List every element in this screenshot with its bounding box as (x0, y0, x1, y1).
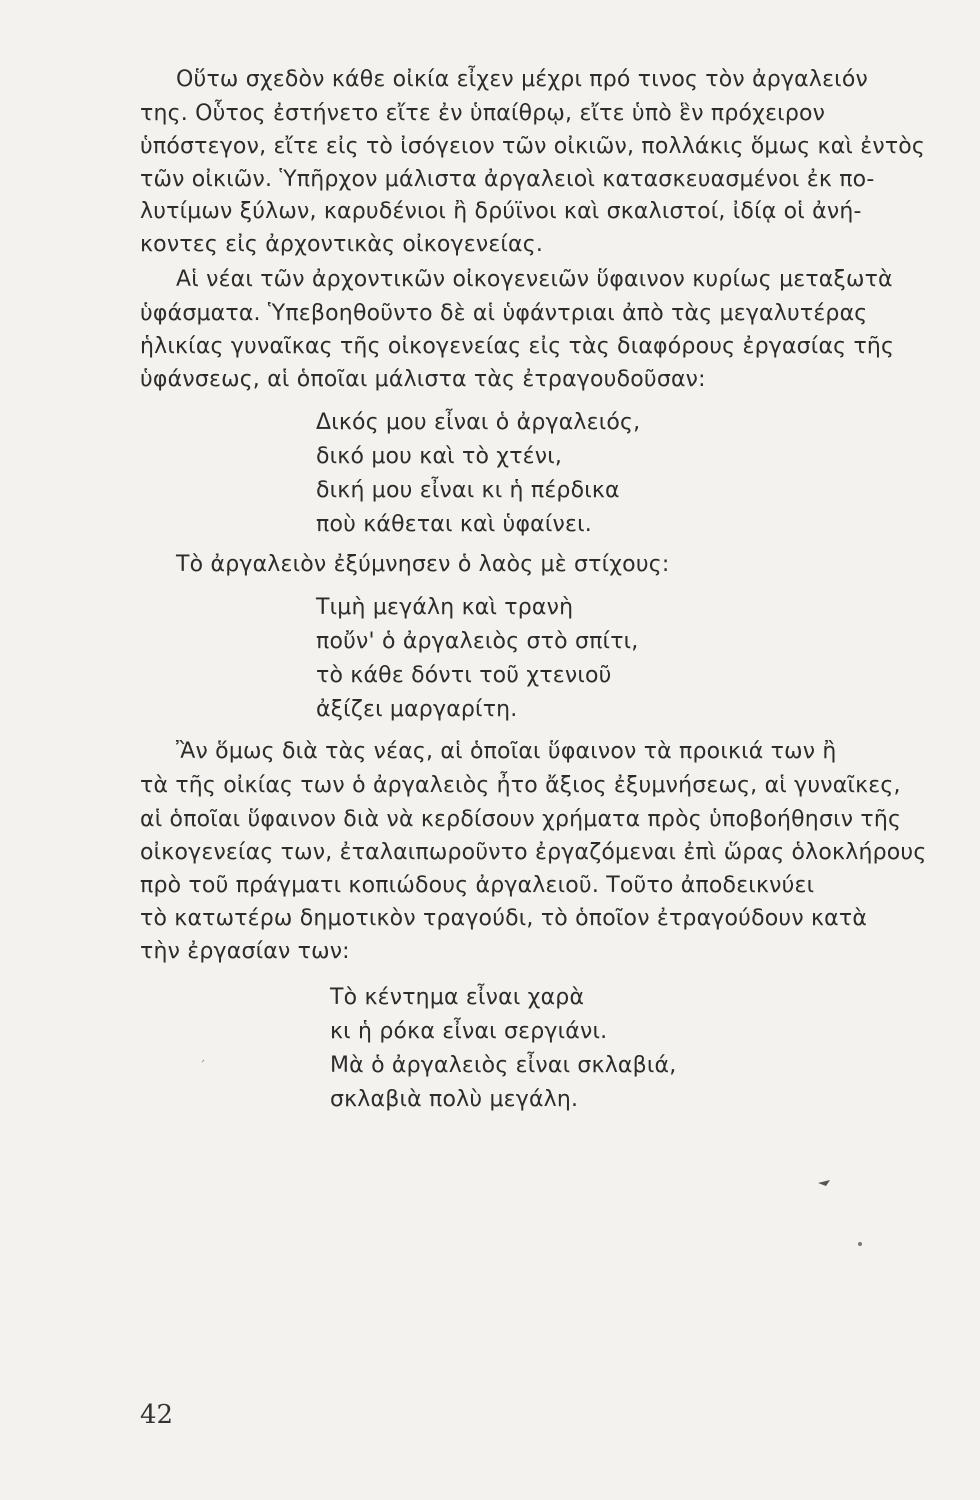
text-line: κοντες εἰς ἀρχοντικὰς οἰκογενείας. (140, 232, 544, 257)
text-line: ἡλικίας γυναῖκας τῆς οἰκογενείας εἰς τὰς διαφόρους ἐργασίας τῆς (140, 334, 895, 359)
verse-line: Μὰ ὁ ἀργαλειὸς εἶναι σκλαβιά, (330, 1053, 677, 1078)
verse-line: τὸ κάθε δόντι τοῦ χτενιοῦ (316, 663, 612, 688)
text-line: Οὕτω σχεδὸν κάθε οἰκία εἶχεν μέχρι πρό τινος τὸν ἀργαλειόν (176, 67, 868, 92)
text-line: τὴν ἐργασίαν των: (140, 939, 350, 964)
text-line: λυτίμων ξύλων, καρυδένιοι ἢ δρύϊνοι καὶ σκαλιστοί, ἰδίᾳ οἱ ἀνή- (140, 199, 862, 224)
verse-line: κι ἡ ρόκα εἶναι σεργιάνι. (330, 1019, 608, 1044)
text-line: τὰ τῆς οἰκίας των ὁ ἀργαλειὸς ἦτο ἄξιος ἐξυμνήσεως, αἱ γυναῖκες, (140, 773, 901, 798)
text-line: Αἱ νέαι τῶν ἀρχοντικῶν οἰκογενειῶν ὕφαινον κυρίως μεταξωτὰ (176, 267, 893, 292)
ink-speck (818, 1180, 830, 1186)
text-line: ὑφάσματα. Ὑπεβοηθοῦντο δὲ αἱ ὑφάντριαι ἀπὸ τὰς μεγαλυτέρας (140, 301, 868, 326)
page-number: 42 (140, 1400, 174, 1430)
text-line: οἰκογενείας των, ἐταλαιπωροῦντο ἐργαζόμεναι ἐπὶ ὥρας ὁλοκλήρους (140, 840, 927, 865)
ink-speck (858, 1242, 862, 1246)
verse-line: Δικός μου εἶναι ὁ ἀργαλειός, (316, 410, 641, 435)
text-line: αἱ ὁποῖαι ὕφαινον διὰ νὰ κερδίσουν χρήματα πρὸς ὑποβοήθησιν τῆς (140, 807, 902, 832)
verse-line: σκλαβιὰ πολὺ μεγάλη. (330, 1087, 579, 1112)
verse-line: δική μου εἶναι κι ἡ πέρδικα (316, 478, 620, 503)
verse-line: ποὺ κάθεται καὶ ὑφαίνει. (316, 512, 592, 537)
text-line: ὑφάνσεως, αἱ ὁποῖαι μάλιστα τὰς ἐτραγουδοῦσαν: (140, 367, 706, 392)
text-line: πρὸ τοῦ πράγματι κοπιώδους ἀργαλειοῦ. Τοῦτο ἀποδεικνύει (140, 873, 815, 898)
verse-line: ποὔν' ὁ ἀργαλειὸς στὸ σπίτι, (316, 629, 639, 654)
verse-line: Τὸ κέντημα εἶναι χαρὰ (330, 985, 585, 1010)
ink-speck (202, 1060, 204, 1062)
text-line: Ἂν ὅμως διὰ τὰς νέας, αἱ ὁποῖαι ὕφαινον τὰ προικιά των ἢ (176, 739, 837, 764)
text-line: τὸ κατωτέρω δημοτικὸν τραγούδι, τὸ ὁποῖον ἐτραγούδουν κατὰ (140, 906, 868, 931)
text-line: τῶν οἰκιῶν. Ὑπῆρχον μάλιστα ἀργαλειοὶ κατασκευασμένοι ἐκ πο- (140, 167, 875, 192)
verse-line: ἀξίζει μαργαρίτη. (316, 697, 518, 722)
text-line: ὑπόστεγον, εἴτε εἰς τὸ ἰσόγειον τῶν οἰκιῶν, πολλάκις ὅμως καὶ ἐντὸς (140, 134, 926, 159)
verse-line: Τιμὴ μεγάλη καὶ τρανὴ (316, 595, 574, 620)
text-line: Τὸ ἀργαλειὸν ἐξύμνησεν ὁ λαὸς μὲ στίχους: (176, 552, 670, 577)
text-line: της. Οὗτος ἐστήνετο εἴτε ἐν ὑπαίθρῳ, εἴτε ὑπὸ ἓν πρόχειρον (140, 101, 826, 126)
verse-line: δικό μου καὶ τὸ χτένι, (316, 444, 563, 469)
